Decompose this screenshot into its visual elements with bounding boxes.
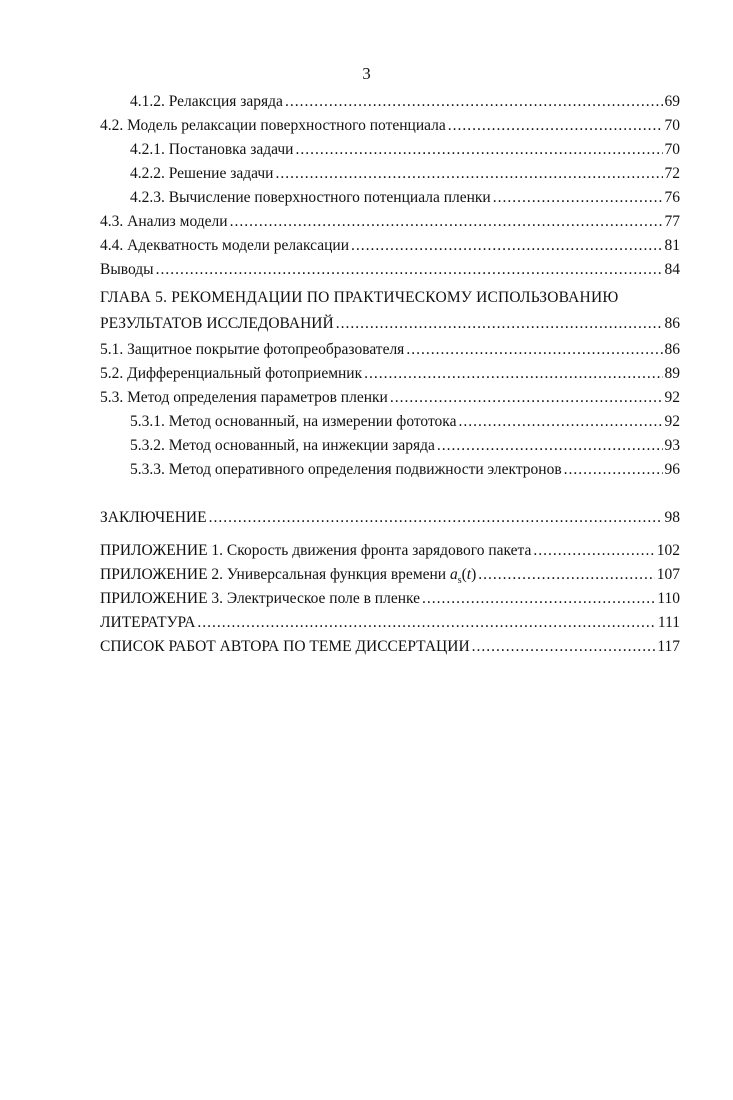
dot-leader: [336, 315, 663, 333]
chapter-5-heading-line-1: [100, 289, 680, 315]
toc-entry-4-4: [100, 237, 680, 261]
toc-entry-conclusion: [100, 509, 680, 533]
dot-leader: [209, 509, 663, 527]
dot-leader: [390, 389, 663, 407]
dot-leader: [437, 437, 663, 455]
dot-leader: [230, 213, 663, 231]
toc-entry-4-2-3: [100, 189, 680, 213]
chapter-5-title-line-1: ГЛАВА 5. РЕКОМЕНДАЦИИ ПО ПРАКТИЧЕСКОМУ ИСПОЛЬЗОВАНИЮ: [100, 289, 619, 306]
toc-entry-page: 117: [657, 638, 680, 655]
paren-close: ): [471, 566, 477, 583]
dot-leader: [295, 141, 662, 159]
toc-entry-5-2: [100, 365, 680, 389]
toc-entry-literature: [100, 614, 680, 638]
toc-entry-title: 5.3.1. Метод основанный, на измерении фототока: [130, 413, 457, 430]
toc-entry-title: [100, 566, 476, 586]
toc-entry-page: 92: [664, 413, 680, 430]
toc-entry-appendix-3: [100, 590, 680, 614]
chapter-5-heading-line-2: [100, 315, 680, 341]
toc-entry-title: 5.3.3. Метод оперативного определения подвижности электронов: [130, 461, 562, 478]
toc-entry-title: 4.4. Адекватность модели релаксации: [100, 237, 350, 254]
toc-entry-page: 70: [664, 141, 680, 158]
dot-leader: [156, 261, 663, 279]
toc-entry-4-1-2: [100, 93, 680, 117]
paren-open: (: [461, 566, 467, 583]
toc-entry-page: 70: [664, 117, 680, 134]
dot-leader: [448, 117, 663, 135]
dot-leader: [275, 165, 662, 183]
toc-entry-appendix-2: [100, 566, 680, 590]
toc-entry-page: 96: [664, 461, 680, 478]
page-number: 3: [362, 64, 371, 83]
toc-entry-title: 5.2. Дифференциальный фотоприемник: [100, 365, 363, 382]
toc-entry-page: 86: [664, 315, 680, 332]
toc-entry-title: 4.2.2. Решение задачи: [130, 165, 274, 182]
toc-entry-page: 92: [664, 389, 680, 406]
toc-entry-page: 86: [664, 341, 680, 358]
toc-entry-title: 5.3. Метод определения параметров пленки: [100, 389, 388, 406]
dot-leader: [478, 566, 654, 584]
toc-entry-title: ЗАКЛЮЧЕНИЕ: [100, 509, 207, 526]
dot-leader: [472, 638, 656, 656]
toc-entry-page: 111: [657, 614, 680, 631]
toc-entry-title: 4.1.2. Релаксция заряда: [130, 93, 283, 110]
function-symbol-a: a: [449, 566, 458, 583]
chapter-5-title-line-2: РЕЗУЛЬТАТОВ ИССЛЕДОВАНИЙ: [100, 315, 334, 332]
toc-entry-title: ПРИЛОЖЕНИЕ 3. Электрическое поле в пленке: [100, 590, 421, 607]
dot-leader: [351, 237, 662, 255]
toc-entry-page: 110: [657, 590, 680, 607]
dot-leader: [422, 590, 655, 608]
toc-entry-title: СПИСОК РАБОТ АВТОРА ПО ТЕМЕ ДИССЕРТАЦИИ: [100, 638, 470, 655]
toc-entry-4-2-1: [100, 141, 680, 165]
toc-entry-page: 81: [664, 237, 680, 254]
toc-entry-5-3-3: [100, 461, 680, 485]
toc-entry-page: 84: [664, 261, 680, 278]
toc-entry-title: ПРИЛОЖЕНИЕ 1. Скорость движения фронта зарядового пакета: [100, 542, 532, 559]
dot-leader: [197, 614, 656, 632]
toc-entry-4-3: [100, 213, 680, 237]
toc-entry-title: 4.2.3. Вычисление поверхностного потенциала пленки: [130, 189, 491, 206]
toc-entry-conclusions-4: [100, 261, 680, 285]
toc-entry-page: 107: [656, 566, 680, 583]
dot-leader: [364, 365, 662, 383]
toc-entry-page: 102: [656, 542, 680, 559]
toc-entry-5-1: [100, 341, 680, 365]
toc-entry-5-3: [100, 389, 680, 413]
table-of-contents: [100, 93, 680, 662]
toc-entry-title: ЛИТЕРАТУРА: [100, 614, 196, 631]
toc-entry-title: Выводы: [100, 261, 154, 278]
toc-entry-title: 4.2. Модель релаксации поверхностного потенциала: [100, 117, 446, 134]
toc-entry-title: 5.1. Защитное покрытие фотопреобразователя: [100, 341, 405, 358]
toc-entry-title: 4.3. Анализ модели: [100, 213, 228, 230]
dot-leader: [285, 93, 663, 111]
dot-leader: [533, 542, 654, 560]
toc-entry-page: 89: [664, 365, 680, 382]
dot-leader: [406, 341, 662, 359]
appendix-2-title-text: ПРИЛОЖЕНИЕ 2. Универсальная функция времени: [100, 566, 450, 583]
function-argument-t: t: [466, 566, 472, 583]
toc-entry-title: 5.3.2. Метод основанный, на инжекции заряда: [130, 437, 435, 454]
dot-leader: [493, 189, 663, 207]
dot-leader: [564, 461, 663, 479]
toc-entry-author-works: [100, 638, 680, 662]
toc-entry-4-2-2: [100, 165, 680, 189]
toc-entry-title: 4.2.1. Постановка задачи: [130, 141, 294, 158]
dot-leader: [458, 413, 662, 431]
toc-entry-page: 69: [664, 93, 680, 110]
toc-entry-page: 98: [664, 509, 680, 526]
toc-entry-page: 93: [664, 437, 680, 454]
toc-entry-page: 72: [664, 165, 680, 182]
toc-entry-appendix-1: [100, 542, 680, 566]
toc-entry-5-3-1: [100, 413, 680, 437]
function-subscript-s: s: [457, 575, 462, 587]
toc-entry-4-2: [100, 117, 680, 141]
toc-entry-page: 77: [664, 213, 680, 230]
toc-entry-page: 76: [664, 189, 680, 206]
toc-entry-5-3-2: [100, 437, 680, 461]
